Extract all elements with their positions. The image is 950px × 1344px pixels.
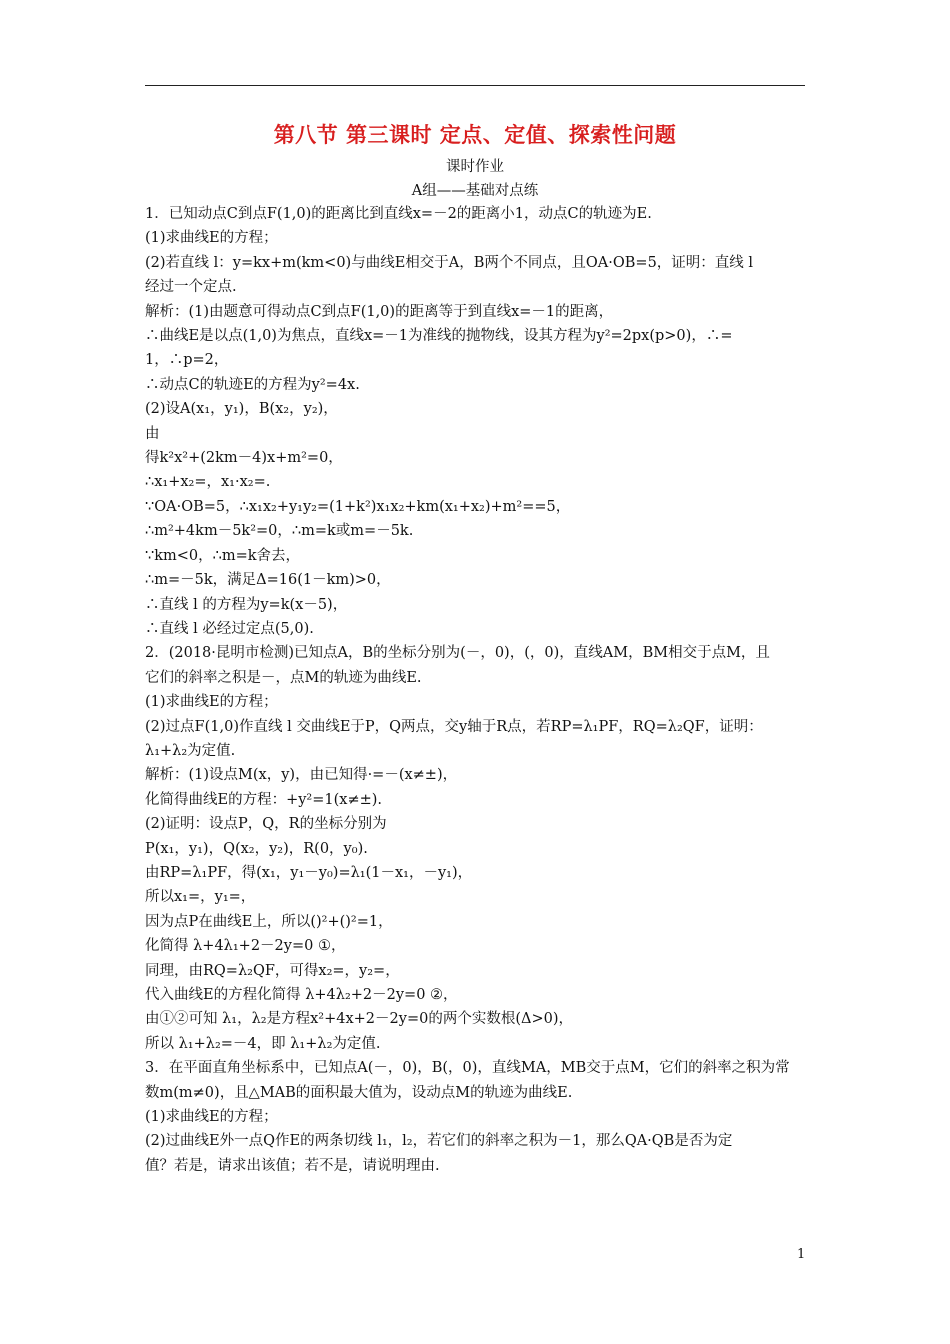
header-rule bbox=[145, 85, 805, 86]
text-line: 1．已知动点C到点F(1,0)的距离比到直线x=－2的距离小1，动点C的轨迹为E. bbox=[145, 206, 652, 222]
text-line: ∵OA·OB=5，∴x₁x₂+y₁y₂=(1+k²)x₁x₂+km(x₁+x₂)+m²==5， bbox=[145, 498, 571, 515]
group-label: A组——基础对点练 bbox=[411, 183, 539, 199]
text-line: λ₁+λ₂为定值. bbox=[145, 742, 236, 759]
document-body bbox=[145, 202, 815, 1178]
text-line: (1)求曲线E的方程； bbox=[145, 1109, 278, 1126]
text-line: 经过一个定点. bbox=[145, 279, 237, 296]
text-line: 所以 λ₁+λ₂=－4，即 λ₁+λ₂为定值. bbox=[145, 1035, 381, 1052]
text-line: 所以x₁=，y₁=， bbox=[145, 889, 256, 906]
page-title: 第八节 第三课时 定点、定值、探索性问题 bbox=[273, 122, 677, 147]
text-line: ∴m²+4km－5k²=0，∴m=k或m=－5k. bbox=[145, 523, 414, 540]
text-line: (1)求曲线E的方程； bbox=[145, 230, 278, 247]
section-subtitle: 课时作业 bbox=[446, 159, 504, 175]
text-line: ∴直线 l 的方程为y=k(x－5)， bbox=[145, 596, 348, 613]
text-line: 代入曲线E的方程化简得 λ+4λ₂+2－2y=0 ②， bbox=[145, 987, 458, 1003]
text-line: 数m(m≠0)，且△MAB的面积最大值为，设动点M的轨迹为曲线E. bbox=[145, 1084, 573, 1101]
text-line: P(x₁，y₁)，Q(x₂，y₂)，R(0，y₀). bbox=[145, 840, 368, 857]
text-line: ∵km<0，∴m=k舍去， bbox=[145, 547, 301, 564]
text-line: 值？若是，请求出该值；若不是，请说明理由. bbox=[145, 1157, 440, 1174]
text-line: 同理，由RQ=λ₂QF，可得x₂=，y₂=， bbox=[145, 962, 400, 979]
text-line: 1，∴p=2， bbox=[145, 352, 229, 369]
text-line: 由RP=λ₁PF，得(x₁，y₁－y₀)=λ₁(1－x₁，－y₁)， bbox=[145, 864, 473, 881]
text-line: (2)若直线 l：y=kx+m(km<0)与曲线E相交于A，B两个不同点，且OA·OB=5，证明：直线 l bbox=[145, 254, 754, 271]
text-line: (2)设A(x₁，y₁)，B(x₂，y₂)， bbox=[145, 401, 338, 418]
text-line: 解析：(1)由题意可得动点C到点F(1,0)的距离等于到直线x=－1的距离， bbox=[145, 303, 614, 320]
text-line: 3．在平面直角坐标系中，已知点A(－，0)，B(，0)，直线MA，MB交于点M，它们的斜率之积为常 bbox=[145, 1060, 790, 1077]
text-line: ∴动点C的轨迹E的方程为y²=4x. bbox=[145, 376, 360, 393]
text-line: (1)求曲线E的方程； bbox=[145, 694, 278, 711]
text-line: 得k²x²+(2km－4)x+m²=0， bbox=[145, 450, 343, 467]
text-line: 化简得 λ+4λ₁+2－2y=0 ①， bbox=[145, 938, 346, 955]
text-line: 因为点P在曲线E上，所以()²+()²=1， bbox=[145, 913, 393, 930]
page-number: 1 bbox=[797, 1247, 806, 1262]
text-line: 2．(2018·昆明市检测)已知点A，B的坐标分别为(－，0)，(，0)，直线AM，BM相交于点M，且 bbox=[145, 645, 770, 662]
text-line: (2)过点F(1,0)作直线 l 交曲线E于P，Q两点，交y轴于R点，若RP=λ₁PF，RQ=λ₂QF，证明： bbox=[145, 718, 763, 735]
text-line: ∴直线 l 必经过定点(5,0). bbox=[145, 620, 314, 637]
text-line: ∴m=－5k，满足Δ=16(1－km)>0， bbox=[145, 572, 391, 589]
text-line: ∴x₁+x₂=，x₁·x₂=. bbox=[145, 474, 271, 491]
text-line: (2)证明：设点P，Q，R的坐标分别为 bbox=[145, 816, 387, 833]
text-line: 由 bbox=[145, 425, 160, 442]
text-line: (2)过曲线E外一点Q作E的两条切线 l₁，l₂，若它们的斜率之积为－1，那么QA·QB是否为定 bbox=[145, 1133, 733, 1150]
text-line: 解析：(1)设点M(x，y)，由已知得·=－(x≠±)， bbox=[145, 767, 458, 784]
text-line: 化简得曲线E的方程：+y²=1(x≠±). bbox=[145, 791, 383, 808]
text-line: 它们的斜率之积是－，点M的轨迹为曲线E. bbox=[145, 669, 422, 686]
text-line: ∴曲线E是以点(1,0)为焦点，直线x=－1为准线的抛物线，设其方程为y²=2px(p>0)，∴= bbox=[145, 328, 733, 345]
text-line: 由①②可知 λ₁，λ₂是方程x²+4x+2－2y=0的两个实数根(Δ>0)， bbox=[145, 1011, 573, 1028]
